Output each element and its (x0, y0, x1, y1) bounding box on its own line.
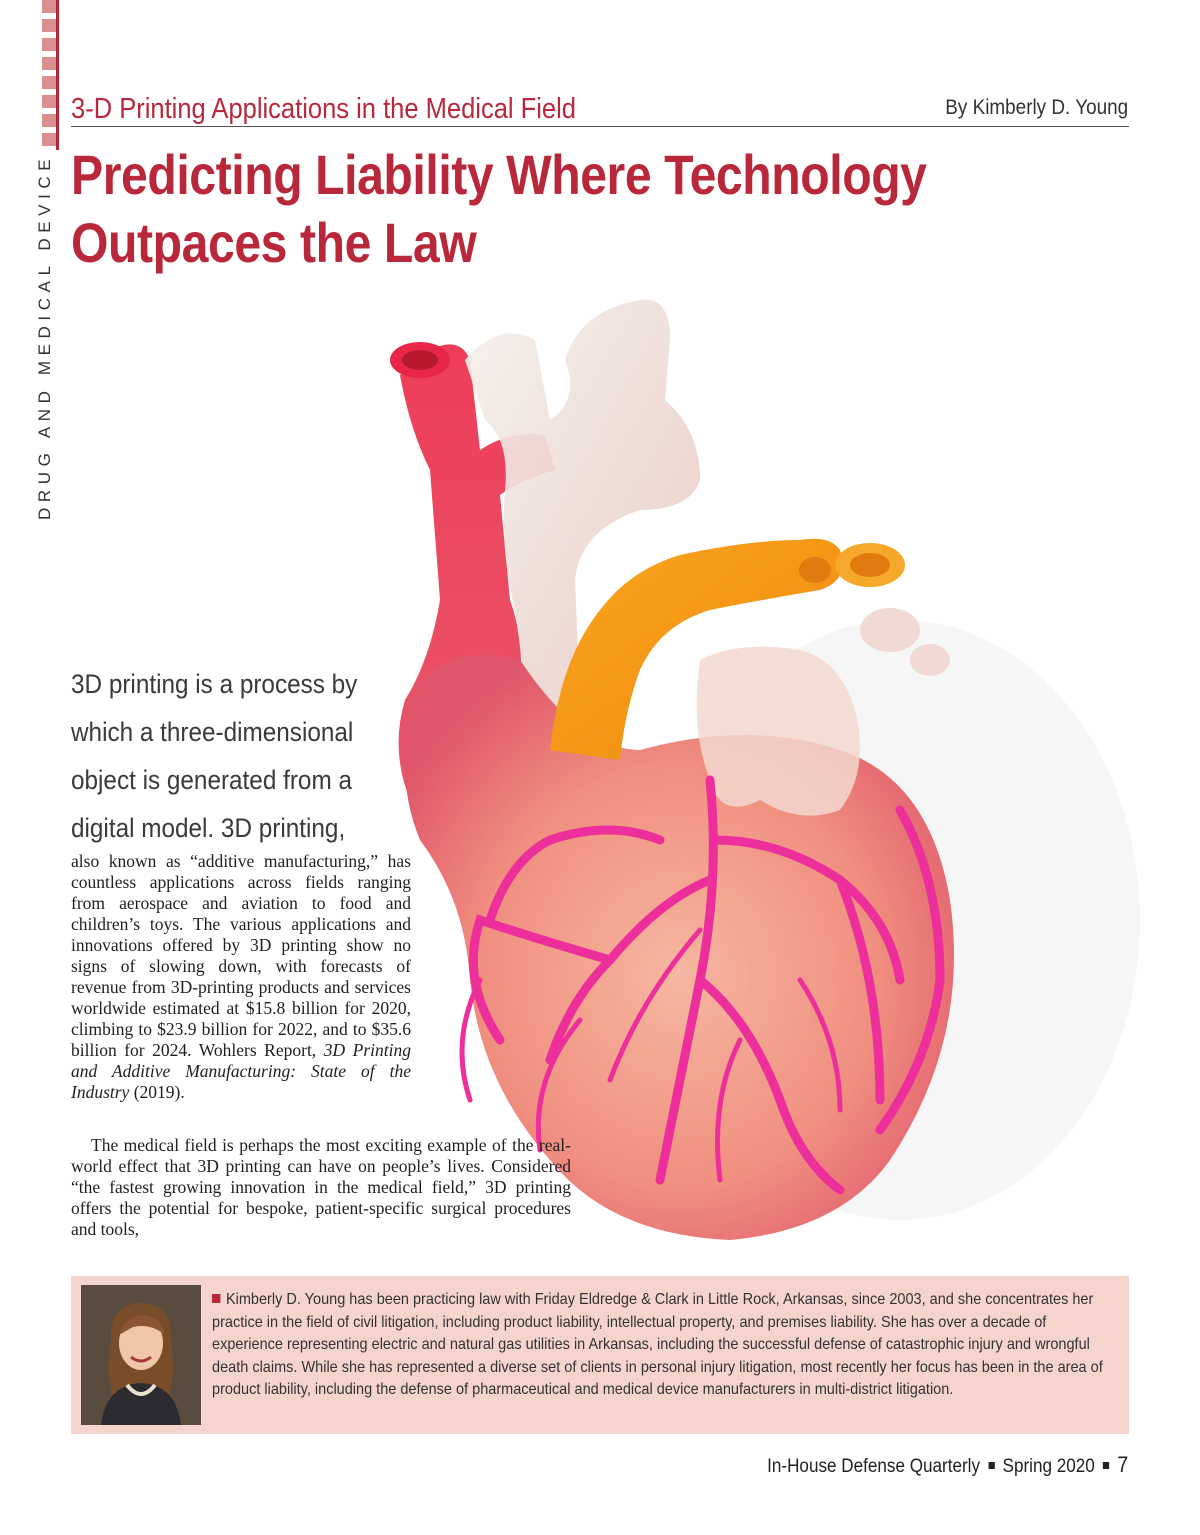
heart-model-image (280, 280, 1180, 1260)
author-bio: Kimberly D. Young has been practicing law with Friday Eldredge & Clark in Little Rock, Arkansas, since 2003, and she concentrates her practice in the field of civil litigation, including product liability, intellectual property, and premises liability. She has over a decade of experience representing electric and natural gas utilities in Arkansas, including the successful defense of catastrophic injury and wrongful death claims. While she has represented a diverse set of clients in personal injury litigation, most recently her focus has been in the area of product liability, including the defense of pharmaceutical and medical device manufacturers in multi-district litigation. (212, 1291, 1103, 1398)
separator-square-icon (988, 1462, 994, 1469)
author-bio-text (212, 1289, 1114, 1402)
headline-line-2: Outpaces the Law (71, 211, 477, 274)
body-paragraph-1 (71, 851, 411, 1103)
page-number: 7 (1116, 1452, 1128, 1477)
section-label: DRUG AND MEDICAL DEVICE (35, 153, 54, 520)
citation-title: 3D Printing and Additive Manufacturing: State of the Industry (71, 1040, 411, 1102)
body-paragraph-2: The medical field is perhaps the most exciting example of the real-world effect that 3D printing can have on people’s lives. Considered “the fastest growing innovation in the medical field,” 3D printing offers the potential for bespoke, patient-specific surgical procedures and tools, (71, 1135, 571, 1239)
headline (71, 141, 927, 277)
issue-date: Spring 2020 (1002, 1456, 1095, 1477)
separator-square-icon (1103, 1462, 1109, 1469)
publication-name: In-House Defense Quarterly (766, 1456, 980, 1477)
headline-line-1: Predicting Liability Where Technology (71, 143, 927, 206)
byline: By Kimberly D. Young (945, 96, 1128, 119)
author-bio-box (71, 1276, 1129, 1434)
citation-year: (2019). (129, 1082, 185, 1102)
article-kicker: 3-D Printing Applications in the Medical Field (71, 93, 576, 125)
author-portrait (81, 1285, 201, 1425)
page-footer (767, 1452, 1128, 1478)
kicker-rule (71, 126, 1129, 127)
lead-paragraph: 3D printing is a process by which a three-dimensional object is generated from a digital model. 3D printing, (71, 669, 358, 843)
body-paragraph-1-text: also known as “additive manufacturing,” has countless applications across fields ranging from aerospace and aviation to food and children’s toys. The various applications and innovations offered by 3D printing show no signs of slowing down, with forecasts of revenue from 3D-printing products and services worldwide estimated at $15.8 billion for 2020, climbing to $23.9 billion for 2022, and to $35.6 billion for 2024. Wohlers Report, (71, 851, 411, 1060)
bullet-square-icon (212, 1294, 220, 1303)
heart-model-illustration (280, 280, 1180, 1260)
